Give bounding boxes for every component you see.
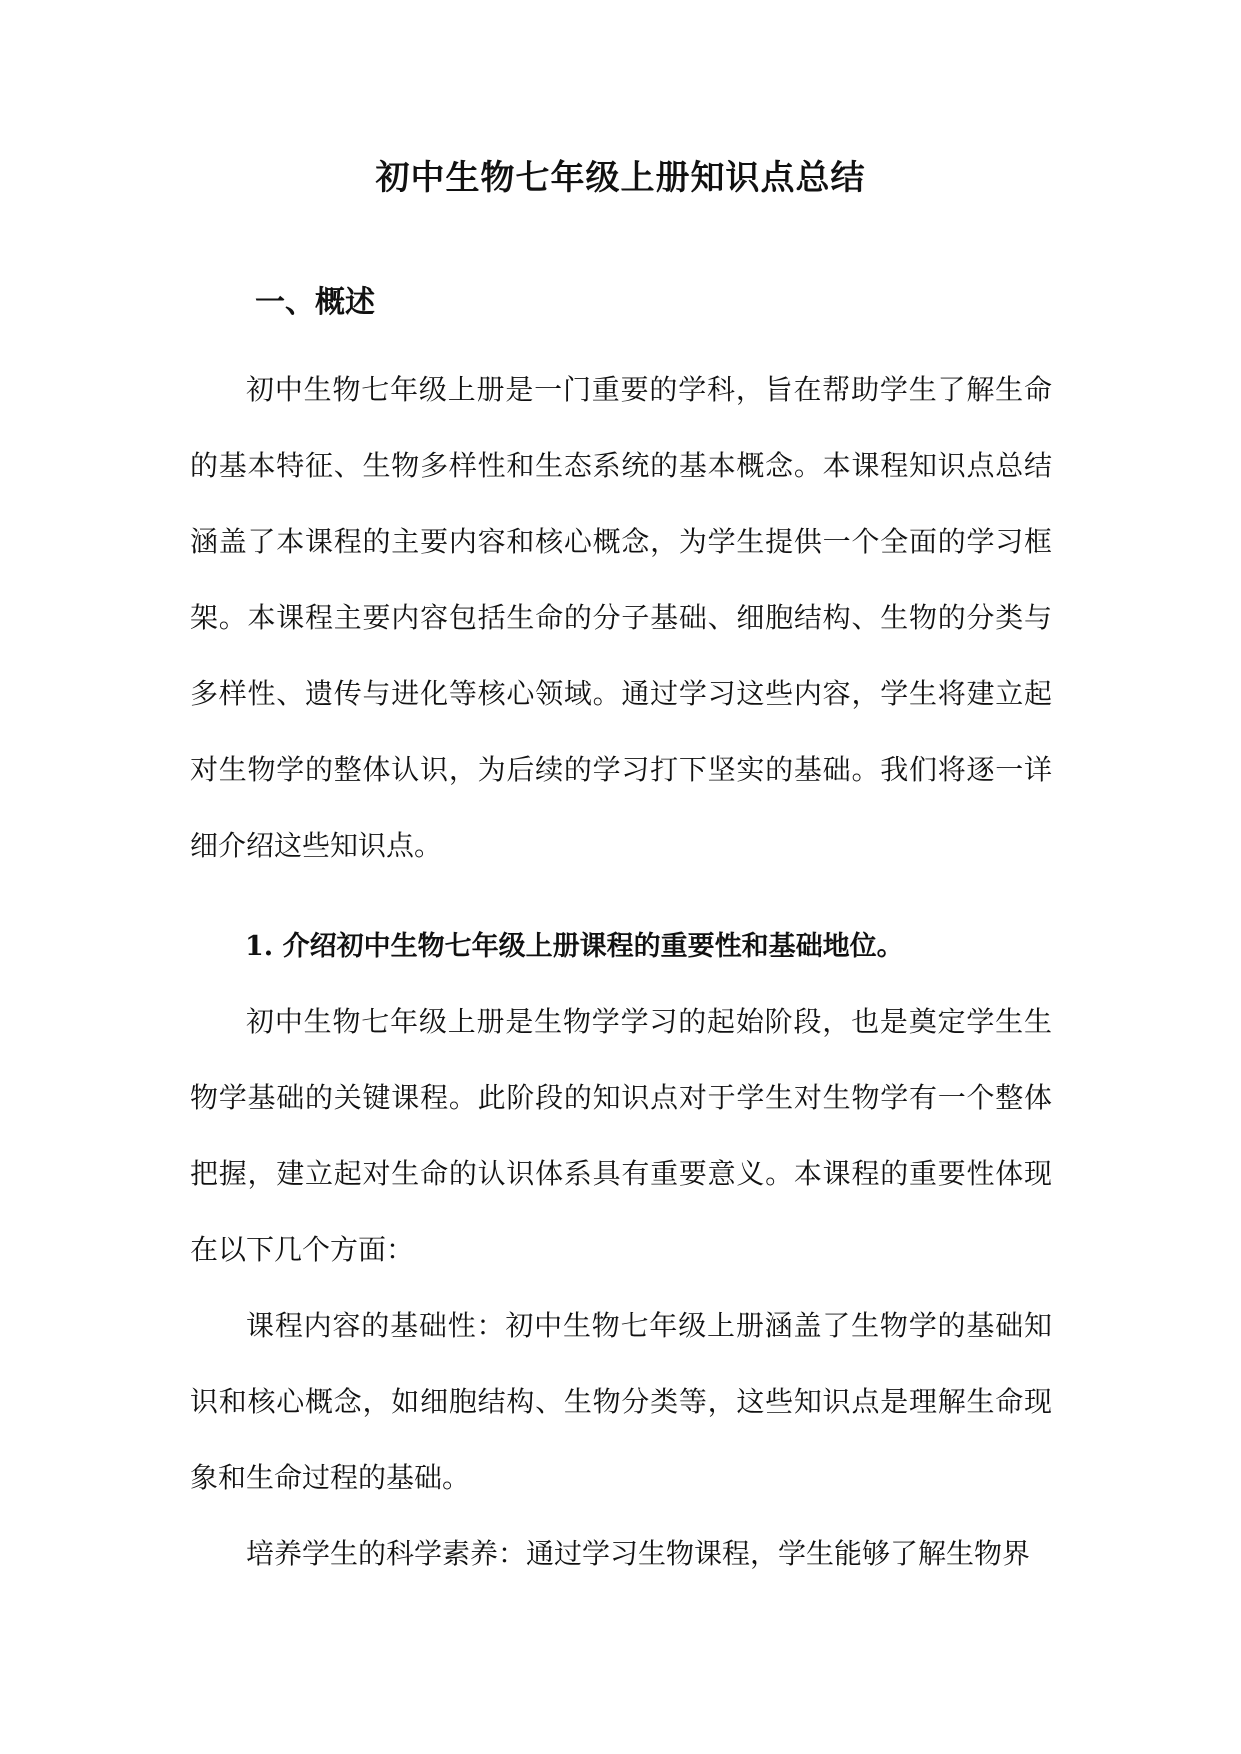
document-title: 初中生物七年级上册知识点总结 xyxy=(375,158,866,198)
importance-paragraph: 初中生物七年级上册是生物学学习的起始阶段，也是奠定学生生物学基础的关键课程。此阶段的知识点对于学生对生物学有一个整体把握，建立起对生命的认识体系具有重要意义。本课程的重要性体现在以下几个方面： xyxy=(190,1005,1052,1266)
section-heading-overview: 一、概述 xyxy=(255,285,375,320)
subsection-heading-importance: 1. 介绍初中生物七年级上册课程的重要性和基础地位。 xyxy=(245,931,904,962)
literacy-paragraph: 培养学生的科学素养：通过学习生物课程，学生能够了解生物界 xyxy=(246,1537,1031,1570)
overview-paragraph: 初中生物七年级上册是一门重要的学科，旨在帮助学生了解生命的基本特征、生物多样性和生态系统的基本概念。本课程知识点总结涵盖了本课程的主要内容和核心概念，为学生提供一个全面的学习框架。本课程主要内容包括生命的分子基础、细胞结构、生物的分类与多样性、遗传与进化等核心领域。通过学习这些内容，学生将建立起对生物学的整体认识，为后续的学习打下坚实的基础。我们将逐一详细介绍这些知识点。 xyxy=(190,373,1052,862)
foundation-paragraph: 课程内容的基础性：初中生物七年级上册涵盖了生物学的基础知识和核心概念，如细胞结构、生物分类等，这些知识点是理解生命现象和生命过程的基础。 xyxy=(190,1309,1052,1494)
